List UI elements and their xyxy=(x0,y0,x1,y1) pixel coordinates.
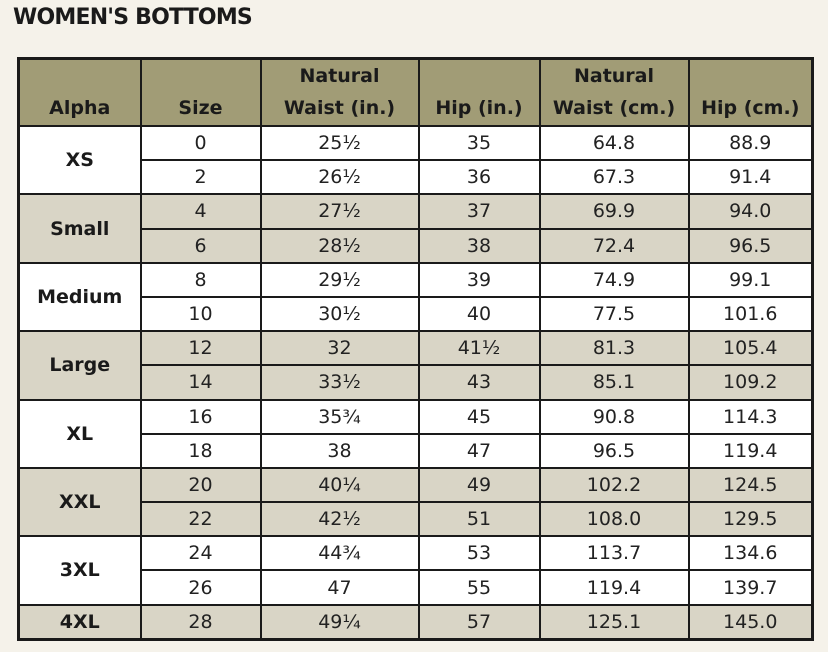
hip-cm-cell: 96.5 xyxy=(689,229,813,263)
table-row xyxy=(19,468,813,502)
table-row xyxy=(19,536,813,570)
hip-in-cell: 57 xyxy=(419,605,540,640)
header-hip-cm xyxy=(689,59,813,127)
hip-in-cell: 35 xyxy=(419,126,540,160)
size-cell: 18 xyxy=(141,434,261,468)
table-header xyxy=(19,59,813,127)
alpha-size-cell: Medium xyxy=(19,263,141,331)
table-row xyxy=(19,126,813,160)
hip-cm-cell: 88.9 xyxy=(689,126,813,160)
hip-cm-cell: 99.1 xyxy=(689,263,813,297)
size-chart-table xyxy=(17,57,814,641)
waist-in-cell: 26½ xyxy=(261,160,419,194)
hip-cm-cell: 105.4 xyxy=(689,331,813,365)
waist-in-cell: 47 xyxy=(261,570,419,604)
waist-cm-cell: 77.5 xyxy=(540,297,689,331)
waist-cm-cell: 125.1 xyxy=(540,605,689,640)
waist-cm-cell: 85.1 xyxy=(540,365,689,399)
header-alpha xyxy=(19,59,141,127)
size-cell: 2 xyxy=(141,160,261,194)
header-waist-cm-line2: Waist (cm.) xyxy=(552,97,676,119)
waist-cm-cell: 67.3 xyxy=(540,160,689,194)
hip-in-cell: 53 xyxy=(419,536,540,570)
size-cell: 8 xyxy=(141,263,261,297)
hip-in-cell: 43 xyxy=(419,365,540,399)
hip-in-cell: 49 xyxy=(419,468,540,502)
waist-cm-cell: 96.5 xyxy=(540,434,689,468)
header-waist-cm-line1: Natural xyxy=(573,65,655,87)
size-cell: 10 xyxy=(141,297,261,331)
waist-in-cell: 27½ xyxy=(261,194,419,228)
hip-in-cell: 38 xyxy=(419,229,540,263)
alpha-size-cell: XS xyxy=(19,126,141,194)
table-row xyxy=(19,263,813,297)
hip-cm-cell: 94.0 xyxy=(689,194,813,228)
size-cell: 12 xyxy=(141,331,261,365)
waist-in-cell: 28½ xyxy=(261,229,419,263)
size-cell: 6 xyxy=(141,229,261,263)
waist-cm-cell: 69.9 xyxy=(540,194,689,228)
hip-cm-cell: 109.2 xyxy=(689,365,813,399)
header-waist-in-line1: Natural xyxy=(299,65,380,87)
hip-in-cell: 51 xyxy=(419,502,540,536)
table-row xyxy=(19,400,813,434)
size-cell: 26 xyxy=(141,570,261,604)
hip-cm-cell: 114.3 xyxy=(689,400,813,434)
waist-cm-cell: 119.4 xyxy=(540,570,689,604)
hip-cm-cell: 119.4 xyxy=(689,434,813,468)
size-cell: 22 xyxy=(141,502,261,536)
waist-in-cell: 25½ xyxy=(261,126,419,160)
header-waist-in xyxy=(261,59,419,127)
header-hip-in-label: Hip (in.) xyxy=(435,97,523,119)
waist-in-cell: 29½ xyxy=(261,263,419,297)
table-row xyxy=(19,331,813,365)
waist-cm-cell: 102.2 xyxy=(540,468,689,502)
hip-in-cell: 41½ xyxy=(419,331,540,365)
header-alpha-label: Alpha xyxy=(49,97,111,119)
header-hip-cm-label: Hip (cm.) xyxy=(701,97,800,119)
waist-in-cell: 30½ xyxy=(261,297,419,331)
hip-cm-cell: 145.0 xyxy=(689,605,813,640)
waist-in-cell: 38 xyxy=(261,434,419,468)
waist-in-cell: 44¾ xyxy=(261,536,419,570)
waist-cm-cell: 81.3 xyxy=(540,331,689,365)
waist-cm-cell: 108.0 xyxy=(540,502,689,536)
waist-in-cell: 33½ xyxy=(261,365,419,399)
size-cell: 4 xyxy=(141,194,261,228)
hip-in-cell: 37 xyxy=(419,194,540,228)
waist-cm-cell: 64.8 xyxy=(540,126,689,160)
alpha-size-cell: XL xyxy=(19,400,141,468)
hip-cm-cell: 91.4 xyxy=(689,160,813,194)
hip-cm-cell: 101.6 xyxy=(689,297,813,331)
hip-in-cell: 55 xyxy=(419,570,540,604)
header-size-label: Size xyxy=(178,97,223,119)
alpha-size-cell: Large xyxy=(19,331,141,399)
waist-in-cell: 49¼ xyxy=(261,605,419,640)
hip-in-cell: 36 xyxy=(419,160,540,194)
hip-in-cell: 47 xyxy=(419,434,540,468)
header-waist-cm xyxy=(540,59,689,127)
hip-cm-cell: 124.5 xyxy=(689,468,813,502)
hip-cm-cell: 129.5 xyxy=(689,502,813,536)
table-row xyxy=(19,605,813,640)
header-hip-in xyxy=(419,59,540,127)
page-title: WOMEN'S BOTTOMS xyxy=(13,5,252,30)
alpha-size-cell: Small xyxy=(19,194,141,262)
size-cell: 20 xyxy=(141,468,261,502)
waist-cm-cell: 72.4 xyxy=(540,229,689,263)
alpha-size-cell: 4XL xyxy=(19,605,141,640)
waist-in-cell: 40¼ xyxy=(261,468,419,502)
hip-in-cell: 39 xyxy=(419,263,540,297)
waist-in-cell: 35¾ xyxy=(261,400,419,434)
size-cell: 16 xyxy=(141,400,261,434)
hip-in-cell: 40 xyxy=(419,297,540,331)
hip-cm-cell: 134.6 xyxy=(689,536,813,570)
hip-in-cell: 45 xyxy=(419,400,540,434)
table-body xyxy=(19,126,813,640)
size-cell: 28 xyxy=(141,605,261,640)
hip-cm-cell: 139.7 xyxy=(689,570,813,604)
waist-in-cell: 42½ xyxy=(261,502,419,536)
waist-cm-cell: 113.7 xyxy=(540,536,689,570)
table-row xyxy=(19,194,813,228)
header-waist-in-line2: Waist (in.) xyxy=(283,97,396,119)
size-cell: 24 xyxy=(141,536,261,570)
alpha-size-cell: 3XL xyxy=(19,536,141,604)
waist-cm-cell: 90.8 xyxy=(540,400,689,434)
size-cell: 14 xyxy=(141,365,261,399)
header-row xyxy=(19,59,813,127)
size-cell: 0 xyxy=(141,126,261,160)
waist-cm-cell: 74.9 xyxy=(540,263,689,297)
header-size xyxy=(141,59,261,127)
alpha-size-cell: XXL xyxy=(19,468,141,536)
waist-in-cell: 32 xyxy=(261,331,419,365)
